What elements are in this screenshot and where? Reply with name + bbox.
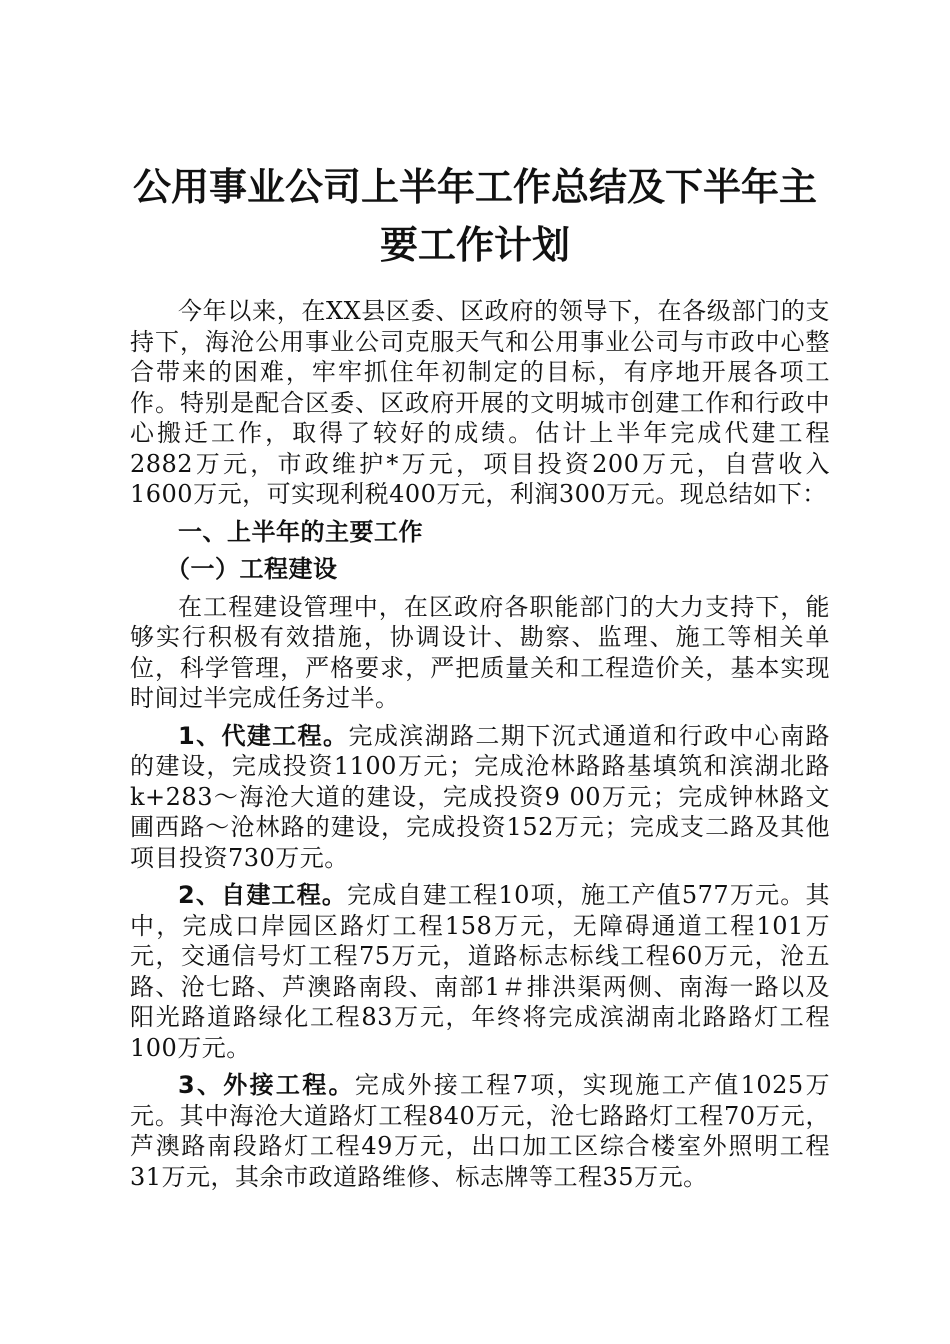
item-text-3: 完成外接工程7项，实现施工产值1025万元。其中海沧大道路灯工程840万元，沧七路路灯工程70万元，芦澳路南段路灯工程49万元，出口加工区综合楼室外照明工程31万元，其余市政道路维修、标志牌等工程35万元。 <box>130 1071 830 1191</box>
item-paragraph-1 <box>130 721 830 874</box>
item-paragraph-3 <box>130 1070 830 1192</box>
subsection-intro-paragraph: 在工程建设管理中，在区政府各职能部门的大力支持下，能够实行积极有效措施，协调设计、勘察、监理、施工等相关单位，科学管理，严格要求，严把质量关和工程造价关，基本实现时间过半完成任务过半。 <box>130 592 830 712</box>
item-lead-2: 2、自建工程。 <box>178 881 348 909</box>
subsection-heading: （一）工程建设 <box>166 555 338 583</box>
item-paragraph-2 <box>130 880 830 1063</box>
document-title: 公用事业公司上半年工作总结及下半年主要工作计划 <box>132 165 817 267</box>
intro-paragraph: 今年以来，在XX县区委、区政府的领导下，在各级部门的支持下，海沧公用事业公司克服天气和公用事业公司与市政中心整合带来的困难，牢牢抓住年初制定的目标，有序地开展各项工作。特别是配合区委、区政府开展的文明城市创建工作和行政中心搬迁工作，取得了较好的成绩。估计上半年完成代建工程2882万元，市政维护*万元，项目投资200万元，自营收入1600万元，可实现利税400万元，利润300万元。现总结如下： <box>130 297 830 508</box>
item-text-2: 完成自建工程10项，施工产值577万元。其中，完成口岸园区路灯工程158万元，无障碍通道工程101万元，交通信号灯工程75万元，道路标志标线工程60万元，沧五路、沧七路、芦澳路南段、南部1＃排洪渠两侧、南海一路以及阳光路道路绿化工程83万元，年终将完成滨湖南北路路灯工程100万元。 <box>130 881 830 1062</box>
section-heading: 一、上半年的主要工作 <box>178 517 423 546</box>
document-body <box>130 296 830 1199</box>
item-lead-3: 3、外接工程。 <box>178 1071 355 1099</box>
item-lead-1: 1、代建工程。 <box>178 721 349 750</box>
item-text-1: 完成滨湖路二期下沉式通道和行政中心南路的建设，完成投资1100万元；完成沧林路路基填筑和滨湖北路k+283～海沧大道的建设，完成投资9 00万元；完成钟林路文圃西路～沧林路的建设，完成投资152万元；完成支二路及其他项目投资730万元。 <box>130 721 831 872</box>
